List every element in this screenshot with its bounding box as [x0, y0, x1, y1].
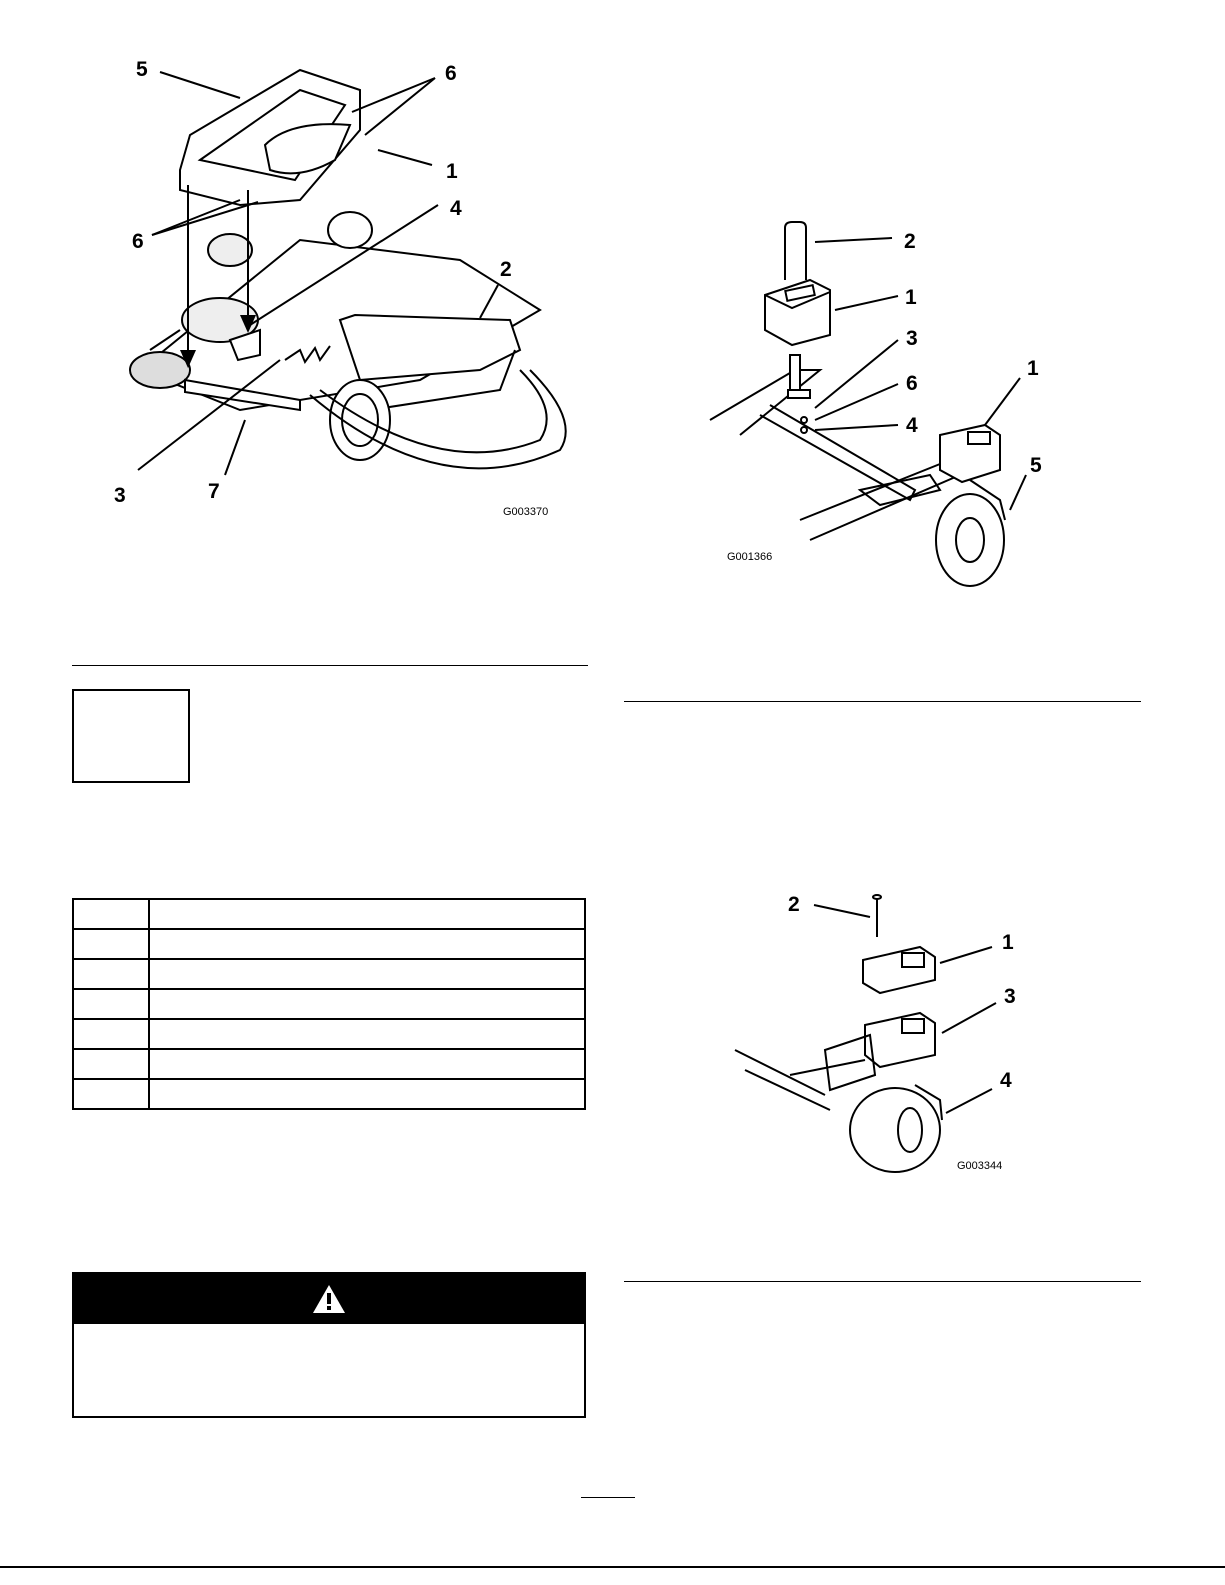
callout-6: 6: [906, 372, 918, 395]
callout-2: 2: [788, 893, 800, 916]
table-row: [73, 989, 585, 1019]
callout-1-right: 1: [1027, 357, 1039, 380]
table-cell: [149, 959, 585, 989]
section-rule-right-1: [624, 701, 1141, 702]
callout-1: 1: [446, 160, 458, 183]
table-cell: [149, 1079, 585, 1109]
callout-2: 2: [904, 230, 916, 253]
callout-4: 4: [906, 414, 918, 437]
table-cell: [149, 1019, 585, 1049]
callout-1-top: 1: [905, 286, 917, 309]
section-rule-left: [72, 665, 588, 666]
table-row: [73, 1049, 585, 1079]
table-cell: [149, 989, 585, 1019]
callout-4: 4: [1000, 1069, 1012, 1092]
table-cell: [73, 929, 149, 959]
table-row: [73, 1079, 585, 1109]
table-cell: [149, 929, 585, 959]
caster-weights-illustration: [700, 220, 1080, 590]
table-cell: [149, 1049, 585, 1079]
table-row: [73, 929, 585, 959]
callout-1: 1: [1002, 931, 1014, 954]
figure-chute-assembly: [114, 50, 580, 520]
callout-7: 7: [208, 480, 220, 503]
table-cell: [73, 899, 149, 929]
callout-5: 5: [1030, 454, 1042, 477]
warning-box: [72, 1272, 586, 1418]
table-row: [73, 1019, 585, 1049]
parts-table: [72, 898, 586, 1110]
callout-3: 3: [1004, 985, 1016, 1008]
table-cell: [73, 959, 149, 989]
callout-4: 4: [450, 197, 462, 220]
callout-5: 5: [136, 58, 148, 81]
table-cell: [73, 989, 149, 1019]
table-cell: [73, 1049, 149, 1079]
graphic-id: G003370: [503, 506, 549, 518]
callout-6-top: 6: [445, 62, 457, 85]
section-rule-right-2: [624, 1281, 1141, 1282]
graphic-id: G001366: [727, 551, 773, 563]
table-cell: [73, 1079, 149, 1109]
warning-triangle-icon: [312, 1284, 346, 1314]
note-box: [72, 689, 190, 783]
page-number-rule: [581, 1497, 635, 1498]
table-row: [73, 899, 585, 929]
footer-rule: [0, 1566, 1225, 1568]
warning-header: [74, 1274, 584, 1324]
callout-3: 3: [906, 327, 918, 350]
callout-3: 3: [114, 484, 126, 507]
table-cell: [149, 899, 585, 929]
figure-caster-weights: [700, 220, 1080, 590]
chute-assembly-illustration: [114, 50, 580, 520]
callout-6-left: 6: [132, 230, 144, 253]
table-cell: [73, 1019, 149, 1049]
figure-additional-weight: [730, 885, 1050, 1185]
graphic-id: G003344: [957, 1160, 1003, 1172]
additional-weight-illustration: [730, 885, 1050, 1185]
table-row: [73, 959, 585, 989]
callout-2: 2: [500, 258, 512, 281]
